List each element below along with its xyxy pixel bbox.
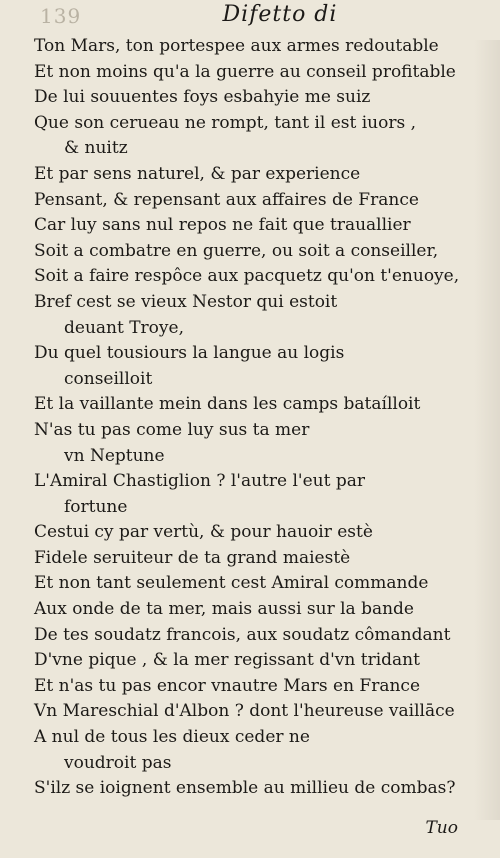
verse-line: Et par sens naturel, & par experience <box>34 163 361 184</box>
verse-line: Soit a combatre en guerre, ou soit a conseiller, <box>34 240 439 261</box>
verse-line: Que son cerueau ne rompt, tant il est iuors , <box>34 112 417 133</box>
page-number: 139 <box>40 4 82 28</box>
verse-line: Et non moins qu'a la guerre au conseil profitable <box>34 61 456 82</box>
verse-line: Fidele seruiteur de ta grand maiestè <box>34 547 351 568</box>
verse-line: Cestui cy par vertù, & pour hauoir estè <box>34 522 373 543</box>
verse-line: voudroit pas <box>64 752 172 773</box>
verse-line: Et la vaillante mein dans les camps bataílloit <box>34 394 421 415</box>
verse-line: D'vne pique , & la mer regissant d'vn tridant <box>34 650 420 671</box>
verse-block <box>34 34 486 802</box>
verse-line: Et non tant seulement cest Amiral commande <box>34 573 429 594</box>
verse-line: Vn Mareschial d'Albon ? dont l'heureuse vaillāce <box>34 701 455 722</box>
catchword: Tuo <box>425 818 458 838</box>
verse-line: deuant Troye, <box>64 317 184 338</box>
verse-line: L'Amiral Chastiglion ? l'autre l'eut par <box>34 471 365 492</box>
verse-line: De lui souuentes foys esbahyie me suiz <box>34 87 371 108</box>
verse-line: vn Neptune <box>64 445 165 466</box>
verse-line: Ton Mars, ton portespee aux armes redoutable <box>34 36 439 56</box>
verse-line: & nuitz <box>64 138 128 159</box>
verse-line: conseilloit <box>64 368 153 389</box>
verse-line: Bref cest se vieux Nestor qui estoit <box>34 291 338 312</box>
verse-line: De tes soudatz francois, aux soudatz cômandant <box>34 624 451 645</box>
verse-line: S'ilz se ioignent ensemble au millieu de combas? <box>34 778 456 799</box>
verse-line: A nul de tous les dieux ceder ne <box>34 727 310 748</box>
verse-line: Aux onde de ta mer, mais aussi sur la bande <box>34 599 414 620</box>
verse-line: Du quel tousiours la langue au logis <box>34 343 345 364</box>
running-head: Difetto di <box>222 2 338 27</box>
verse-line: Car luy sans nul repos ne fait que trauallier <box>34 215 411 236</box>
verse-line: Soit a faire respôce aux pacquetz qu'on t'enuoye, <box>34 266 460 287</box>
verse-line: Et n'as tu pas encor vnautre Mars en France <box>34 675 421 696</box>
verse-line: N'as tu pas come luy sus ta mer <box>34 419 310 440</box>
verse-line: Pensant, & repensant aux affaires de France <box>34 189 419 210</box>
verse-line: fortune <box>64 496 128 517</box>
